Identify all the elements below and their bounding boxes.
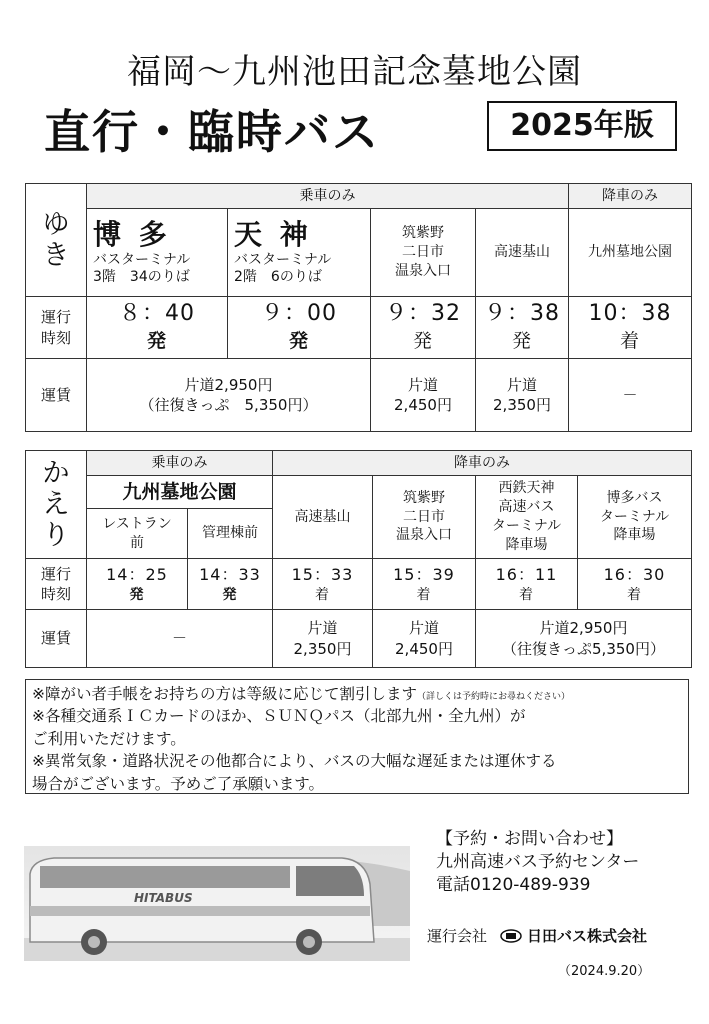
contact-block bbox=[436, 828, 639, 897]
return-fare-cemetery: － bbox=[87, 610, 273, 668]
time-mark: 着 bbox=[416, 586, 432, 603]
operator-name: 日田バス株式会社 bbox=[527, 927, 648, 945]
time-value: 14：33 bbox=[199, 564, 261, 584]
time-mark: 発 bbox=[412, 329, 433, 352]
return-direction-text: か え り bbox=[42, 457, 70, 552]
operator-line bbox=[427, 925, 647, 946]
note-ic-card-cont: ご利用いただけます。 bbox=[32, 729, 186, 748]
return-fare-label: 運賃 bbox=[26, 610, 87, 668]
outbound-direction-text: ゆ き bbox=[42, 208, 70, 271]
outbound-time-cell bbox=[371, 297, 476, 359]
outbound-alighting-header: 降車のみ bbox=[569, 184, 692, 209]
time-mark: 発 bbox=[222, 586, 238, 603]
stop-tenjin bbox=[228, 209, 371, 297]
contact-center: 九州高速バス予約センター bbox=[436, 851, 640, 872]
outbound-time-cell bbox=[228, 297, 371, 359]
bus-photo-text: HITABUS bbox=[134, 891, 193, 905]
outbound-fare-hakata-tenjin: 片道2,950円 （往復きっぷ 5,350円） bbox=[87, 359, 371, 432]
stop-cemetery: 九州墓地公園 bbox=[569, 209, 692, 297]
outbound-fare-cemetery: － bbox=[569, 359, 692, 432]
time-mark: 着 bbox=[519, 586, 534, 603]
time-value: 15：39 bbox=[393, 564, 455, 584]
stop-futsukaichi-return: 筑紫野 二日市 温泉入口 bbox=[373, 476, 476, 559]
time-value: 15：33 bbox=[291, 564, 354, 584]
note-ic-card: ※各種交通系ＩＣカードのほか、ＳＵＮＱパス（北部九州・全九州）が bbox=[32, 707, 526, 726]
outbound-time-cell bbox=[87, 297, 228, 359]
time-value: 16：30 bbox=[603, 564, 666, 584]
note-line bbox=[32, 683, 688, 705]
outbound-time-cell bbox=[569, 297, 692, 359]
return-time-cell bbox=[273, 559, 373, 610]
notes-box bbox=[25, 679, 689, 794]
return-fare-fukuoka: 片道2,950円 （往復きっぷ5,350円） bbox=[476, 610, 692, 668]
stop-restaurant: レストラン 前 bbox=[87, 509, 188, 559]
return-origin bbox=[87, 476, 273, 509]
time-value: ９：32 bbox=[385, 301, 461, 327]
contact-phone: 電話0120-489-939 bbox=[436, 874, 591, 895]
time-value: 10：38 bbox=[588, 301, 672, 327]
outbound-time-label: 運行 時刻 bbox=[26, 297, 87, 359]
note-discount: ※障がい者手帳をお持ちの方は等級に応じて割引します bbox=[32, 685, 417, 703]
stop-tenjin-sub1: バスターミナル bbox=[234, 251, 332, 268]
outbound-direction-label bbox=[26, 184, 87, 297]
return-timetable bbox=[25, 450, 692, 668]
edition-badge: 2025年版 bbox=[487, 101, 677, 151]
time-mark: 着 bbox=[315, 586, 330, 603]
stop-tenjin-return: 西鉄天神 高速バス ターミナル 降車場 bbox=[476, 476, 578, 559]
stop-hakata-sub1: バスターミナル bbox=[93, 251, 191, 268]
return-time-label: 運行 時刻 bbox=[26, 559, 87, 610]
return-time-cell bbox=[476, 559, 578, 610]
time-mark: 発 bbox=[146, 329, 167, 352]
outbound-fare-kiyama: 片道 2,350円 bbox=[476, 359, 569, 432]
stop-tenjin-sub2: 2階 6のりば bbox=[234, 269, 322, 286]
time-value: ９：00 bbox=[261, 301, 337, 327]
stop-kiyama-return: 高速基山 bbox=[273, 476, 373, 559]
outbound-boarding-header: 乗車のみ bbox=[87, 184, 569, 209]
time-value: ９：38 bbox=[484, 301, 560, 327]
return-direction-label bbox=[26, 451, 87, 559]
hitabus-logo-icon bbox=[500, 929, 522, 943]
bus-photo bbox=[24, 846, 410, 961]
note-delay: ※異常気象・道路状況その他都合により、バスの大幅な遅延または運休する bbox=[32, 752, 557, 771]
stop-futsukaichi: 筑紫野 二日市 温泉入口 bbox=[371, 209, 476, 297]
return-time-cell bbox=[188, 559, 273, 610]
time-mark: 着 bbox=[619, 329, 640, 352]
operator-name-wrap bbox=[500, 927, 647, 945]
return-origin-name: 九州墓地公園 bbox=[122, 480, 237, 503]
operator-label: 運行会社 bbox=[427, 927, 488, 945]
stop-hakata-sub2: 3階 34のりば bbox=[93, 269, 190, 286]
return-alighting-header: 降車のみ bbox=[273, 451, 692, 476]
stop-hakata-name: 博 多 bbox=[93, 218, 171, 252]
return-fare-futsukaichi: 片道 2,450円 bbox=[373, 610, 476, 668]
time-mark: 発 bbox=[511, 329, 532, 352]
return-boarding-header: 乗車のみ bbox=[87, 451, 273, 476]
stop-hakata-return: 博多バス ターミナル 降車場 bbox=[578, 476, 692, 559]
stop-office: 管理棟前 bbox=[188, 509, 273, 559]
title-service: 直行・臨時バス bbox=[44, 105, 380, 159]
contact-heading: 【予約・お問い合わせ】 bbox=[436, 829, 623, 849]
return-time-cell bbox=[578, 559, 692, 610]
outbound-time-cell bbox=[476, 297, 569, 359]
return-time-cell bbox=[87, 559, 188, 610]
return-fare-kiyama: 片道 2,350円 bbox=[273, 610, 373, 668]
return-time-cell bbox=[373, 559, 476, 610]
outbound-fare-label: 運賃 bbox=[26, 359, 87, 432]
issue-date: （2024.9.20） bbox=[558, 964, 651, 979]
stop-tenjin-name: 天 神 bbox=[234, 218, 312, 252]
note-discount-small: （詳しくは予約時にお尋ねください） bbox=[417, 692, 571, 702]
time-value: ８：40 bbox=[119, 301, 195, 327]
time-value: 14：25 bbox=[106, 564, 168, 584]
stop-hakata bbox=[87, 209, 228, 297]
outbound-fare-futsukaichi: 片道 2,450円 bbox=[371, 359, 476, 432]
time-mark: 発 bbox=[288, 329, 309, 352]
outbound-timetable bbox=[25, 183, 692, 432]
time-value: 16：11 bbox=[495, 564, 558, 584]
time-mark: 着 bbox=[627, 586, 642, 603]
note-delay-cont: 場合がございます。予めご了承願います。 bbox=[32, 774, 325, 793]
stop-kiyama: 高速基山 bbox=[476, 209, 569, 297]
title-route: 福岡～九州池田記念墓地公園 bbox=[127, 52, 582, 92]
time-mark: 発 bbox=[129, 586, 145, 603]
